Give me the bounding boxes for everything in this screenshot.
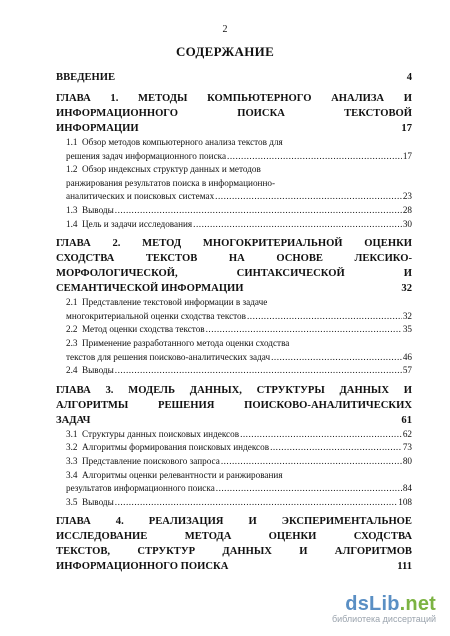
toc-section[interactable] — [66, 455, 412, 469]
toc-section[interactable] — [66, 364, 412, 378]
section-last-line — [66, 310, 412, 324]
toc-section[interactable] — [66, 218, 412, 232]
chapter-title-line: ИНФОРМАЦИОННОГО ПОИСКА ТЕКСТОВОЙ — [56, 108, 412, 119]
section-title-text: Цель и задачи исследования — [82, 218, 193, 229]
chapter-title-line: ИНФОРМАЦИИ — [56, 123, 139, 134]
section-last-line — [66, 218, 412, 232]
section-last-line — [66, 482, 412, 496]
section-page: 35 — [402, 324, 412, 335]
section-title-text: ранжирования результатов поиска в информационно- — [66, 177, 276, 188]
chapter-title-last-line — [56, 121, 412, 136]
chapter-title-line: СХОДСТВА ТЕКСТОВ НА ОСНОВЕ ЛЕКСИКО- — [56, 253, 412, 265]
section-last-line — [66, 496, 412, 510]
section-title-text: Структуры данных поисковых индексов — [82, 428, 240, 439]
section-number: 2.1 — [66, 297, 78, 308]
chapter-title-line: ЗАДАЧ — [56, 414, 91, 426]
dot-leader — [193, 218, 402, 232]
dot-leader — [216, 482, 402, 496]
section-page: 73 — [402, 442, 412, 453]
section-number: 3.1 — [66, 428, 78, 439]
chapter-title-last-line — [56, 413, 412, 428]
chapter-title-line: ГЛАВА 2. МЕТОД МНОГОКРИТЕРИАЛЬНОЙ ОЦЕНКИ — [56, 238, 412, 250]
toc-entry-intro[interactable] — [56, 70, 412, 85]
chapter-page: 61 — [401, 414, 412, 426]
section-last-line — [66, 428, 412, 442]
section-title-text: Обзор методов компьютерного анализа текстов для — [82, 137, 283, 147]
dot-leader — [247, 310, 402, 324]
toc-sections — [56, 428, 412, 510]
section-number: 1.2 — [66, 164, 78, 175]
section-number: 3.5 — [66, 496, 78, 507]
section-last-line — [66, 455, 412, 469]
toc-section[interactable] — [66, 204, 412, 218]
section-title-line — [66, 469, 412, 483]
section-number: 1.4 — [66, 218, 78, 229]
section-page: 28 — [402, 204, 412, 215]
chapter-title-line: ГЛАВА 1. МЕТОДЫ КОМПЬЮТЕРНОГО АНАЛИЗА И — [56, 93, 412, 104]
section-number: 3.4 — [66, 469, 78, 480]
section-title-text: Алгоритмы формирования поисковых индексов — [82, 442, 270, 453]
section-page: 108 — [398, 496, 412, 507]
section-title-line — [66, 136, 412, 150]
chapter-title-line: ТЕКСТОВ, СТРУКТУР ДАННЫХ И АЛГОРИТМОВ — [56, 546, 412, 558]
page-number: 2 — [222, 24, 228, 35]
chapter-title-line: АЛГОРИТМЫ РЕШЕНИЯ ПОИСКОВО-АНАЛИТИЧЕСКИХ — [56, 399, 412, 411]
section-last-line — [66, 351, 412, 365]
section-title-text: аналитических и поисковых системах — [66, 191, 215, 202]
section-page: 62 — [402, 428, 412, 439]
chapter-title-line: СЕМАНТИЧЕСКОЙ ИНФОРМАЦИИ — [56, 283, 244, 295]
dot-leader — [271, 351, 402, 365]
toc-section[interactable] — [66, 337, 412, 364]
watermark-subtitle: библиотека диссертаций — [331, 614, 436, 624]
toc-chapter[interactable] — [56, 91, 412, 136]
section-title-line — [66, 337, 412, 351]
section-title-text: Применение разработанного метода оценки сходства — [82, 337, 290, 348]
dot-leader — [215, 190, 402, 204]
dot-leader — [115, 496, 397, 510]
section-page: 57 — [402, 365, 412, 376]
section-number: 2.2 — [66, 324, 78, 335]
section-title-line — [66, 163, 412, 177]
chapter-title-last-line — [56, 281, 412, 296]
section-title-line — [66, 177, 412, 191]
toc-section[interactable] — [66, 136, 412, 163]
section-page: 32 — [402, 310, 412, 321]
chapter-title-line: ИССЛЕДОВАНИЕ МЕТОДА ОЦЕНКИ СХОДСТВА — [56, 531, 412, 543]
section-page: 23 — [402, 191, 412, 202]
section-title-text: Представление текстовой информации в задаче — [82, 297, 268, 308]
section-title-text: многокритериальной оценки сходства текстов — [66, 310, 246, 321]
chapter-title-line: МОРФОЛОГИЧЕСКОЙ, СИНТАКСИЧЕСКОЙ И — [56, 268, 412, 280]
page-title: СОДЕРЖАНИЕ — [175, 44, 275, 59]
chapter-page: 32 — [401, 283, 412, 295]
section-title-text: Выводы — [82, 365, 114, 376]
section-title-text: Выводы — [82, 204, 114, 215]
chapter-title-line: ГЛАВА 4. РЕАЛИЗАЦИЯ И ЭКСПЕРИМЕНТАЛЬНОЕ — [56, 516, 412, 528]
dot-leader — [240, 428, 402, 442]
dot-leader — [227, 150, 402, 164]
section-number: 1.1 — [66, 137, 78, 147]
section-page: 46 — [402, 351, 412, 362]
chapter-title-last-line — [56, 559, 412, 574]
section-number: 3.3 — [66, 455, 78, 466]
toc-entry-label: ВВЕДЕНИЕ — [56, 72, 116, 83]
section-last-line — [66, 441, 412, 455]
section-title-text: Выводы — [82, 496, 114, 507]
section-number: 2.4 — [66, 365, 78, 376]
section-last-line — [66, 323, 412, 337]
section-title-text: Метод оценки сходства текстов — [82, 324, 205, 335]
section-last-line — [66, 364, 412, 378]
section-title-line — [66, 296, 412, 310]
toc-chapter[interactable] — [56, 514, 412, 574]
toc-section[interactable] — [66, 323, 412, 337]
section-last-line — [66, 150, 412, 164]
chapter-page: 111 — [397, 561, 412, 573]
toc-section[interactable] — [66, 296, 412, 323]
toc-section[interactable] — [66, 428, 412, 442]
section-title-text: решения задач информационного поиска — [66, 150, 227, 161]
section-number: 1.3 — [66, 204, 78, 215]
toc-sections — [56, 136, 412, 231]
toc-chapter[interactable] — [56, 236, 412, 296]
watermark — [332, 593, 436, 624]
section-title-text: Алгоритмы оценки релевантности и ранжирования — [82, 469, 283, 480]
section-title-text: текстов для решения поисково-аналитических задач — [66, 351, 271, 362]
section-page: 84 — [402, 483, 412, 494]
toc-chapter[interactable] — [56, 383, 412, 428]
dot-leader — [206, 323, 402, 337]
dot-leader — [115, 204, 402, 218]
section-title-text: Обзор индексных структур данных и методов — [82, 164, 261, 175]
section-title-text: результатов информационного поиска — [66, 483, 215, 494]
section-last-line — [66, 204, 412, 218]
section-last-line — [66, 190, 412, 204]
dot-leader — [115, 364, 402, 378]
toc-sections — [56, 296, 412, 378]
toc-section[interactable] — [66, 441, 412, 455]
table-of-contents — [56, 70, 412, 574]
chapter-page: 17 — [401, 123, 412, 134]
dslib-logo: dsLib.net — [345, 593, 436, 615]
dot-leader — [270, 441, 402, 455]
section-number: 2.3 — [66, 337, 78, 348]
section-page: 17 — [402, 150, 412, 161]
dot-leader — [221, 455, 402, 469]
section-page: 30 — [402, 218, 412, 229]
section-page: 80 — [402, 455, 412, 466]
toc-chapters — [56, 91, 412, 574]
section-number: 3.2 — [66, 442, 78, 453]
section-title-text: Представление поискового запроса — [82, 455, 220, 466]
chapter-title-line: ГЛАВА 3. МОДЕЛЬ ДАННЫХ, СТРУКТУРЫ ДАННЫХ И — [56, 384, 412, 396]
toc-section[interactable] — [66, 496, 412, 510]
toc-entry-page: 4 — [406, 72, 412, 83]
toc-section[interactable] — [66, 163, 412, 204]
chapter-title-line: ИНФОРМАЦИОННОГО ПОИСКА — [56, 561, 229, 573]
toc-section[interactable] — [66, 469, 412, 496]
